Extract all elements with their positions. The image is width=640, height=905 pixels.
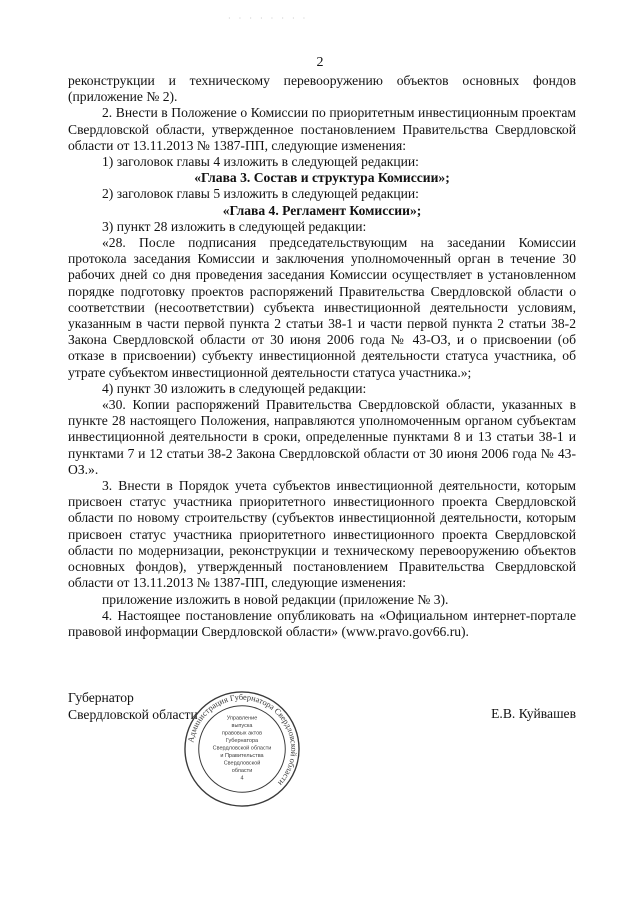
subitem-1: 1) заголовок главы 4 изложить в следующей редакции: <box>102 154 419 170</box>
chapter-3-heading: «Глава 3. Состав и структура Комиссии»; <box>194 170 450 186</box>
page-number: 2 <box>316 55 324 70</box>
paragraph-continuation: реконструкции и техническому перевооружению объектов основных фондов (приложение № 2). <box>68 73 576 105</box>
paragraph-item-2: 2. Внести в Положение о Комиссии по приоритетным инвестиционным проектам Свердловской области, утвержденное постановлением Правительства Свердловской области от 13.11.2013 № 1387-ПП, следующие изменения: <box>68 105 576 153</box>
seal-inner-line: Управление <box>226 715 258 722</box>
seal-inner-line: Свердловской <box>223 760 261 767</box>
seal-inner-line: области <box>231 767 253 774</box>
seal-inner-line: Свердловской области <box>212 745 272 752</box>
appendix-note: приложение изложить в новой редакции (приложение № 3). <box>102 591 449 607</box>
subitem-2: 2) заголовок главы 5 изложить в следующей редакции: <box>102 186 419 202</box>
clause-30-text: «30. Копии распоряжений Правительства Свердловской области, указанных в пункте 28 настоящего Положения, направляются уполномоченным органом субъектам инвестиционной деятельности в сроки, определенные пунктами 8 и 13 статьи 38-1 и пунктами 7 и 12 статьи 38-2 Закона Свердловской области от 30 июня 2006 года № 43-ОЗ.». <box>68 397 576 477</box>
seal-inner-line: выпуска <box>231 722 253 729</box>
paragraph-item-3: 3. Внести в Порядок учета субъектов инвестиционной деятельности, которым присвоен статус участника приоритетного инвестиционного проекта Свердловской области по новому строительству (субъектов инвестиционной деятельности, которым присвоен статус участника приоритетного инвестиционного проекта Свердловской области по модернизации, реконструкции и техническому перевооружению объектов основных фондов), утвержденный постановлением Правительства Свердловской области от 13.11.2013 № 1387-ПП, следующие изменения: <box>68 478 576 591</box>
scan-artifact: · · · · · · · · <box>228 14 309 23</box>
seal-inner-line: Губернатора <box>225 737 259 744</box>
signatory-title: Губернатор <box>68 690 134 705</box>
signatory-region: Свердловской области <box>68 706 198 722</box>
subitem-3: 3) пункт 28 изложить в следующей редакции: <box>102 218 367 234</box>
paragraph-item-4: 4. Настоящее постановление опубликовать на «Официальном интернет-портале правовой информации Свердловской области» (www.pravo.gov66.ru). <box>68 607 576 639</box>
seal-inner-line: правовых актов <box>221 730 263 737</box>
seal-inner-text <box>213 716 272 782</box>
signatory-name: Е.В. Куйвашев <box>491 706 576 721</box>
signatory-position <box>68 690 198 723</box>
clause-28-text: «28. После подписания председательствующим на заседании Комиссии протокола заседания Комиссии и заключения уполномоченный орган в течение 30 рабочих дней со дня проведения заседания Комиссии осуществляет в установленном порядке подготовку проектов распоряжений Правительства Свердловской области о соответствии (несоответствии) субъекта инвестиционной деятельности условиям, указанным в части первой пункта 2 статьи 38-1 и части первой пункта 2 статьи 38-2 Закона Свердловской области от 30 июня 2006 года № 43-ОЗ, и о присвоении (об отказе в присвоении) субъекту инвестиционной деятельности статуса участника, об утрате субъектом инвестиционной деятельности статуса участника.»; <box>68 235 576 380</box>
seal-inner-line: 4 <box>240 775 244 782</box>
official-seal <box>183 690 301 808</box>
seal-ring-text: Администрация Губернатора Свердловской области <box>186 692 299 788</box>
seal-inner-line: и Правительства <box>220 752 264 759</box>
subitem-4: 4) пункт 30 изложить в следующей редакции: <box>102 380 367 396</box>
document-body <box>68 73 576 640</box>
chapter-4-heading: «Глава 4. Регламент Комиссии»; <box>222 202 422 218</box>
